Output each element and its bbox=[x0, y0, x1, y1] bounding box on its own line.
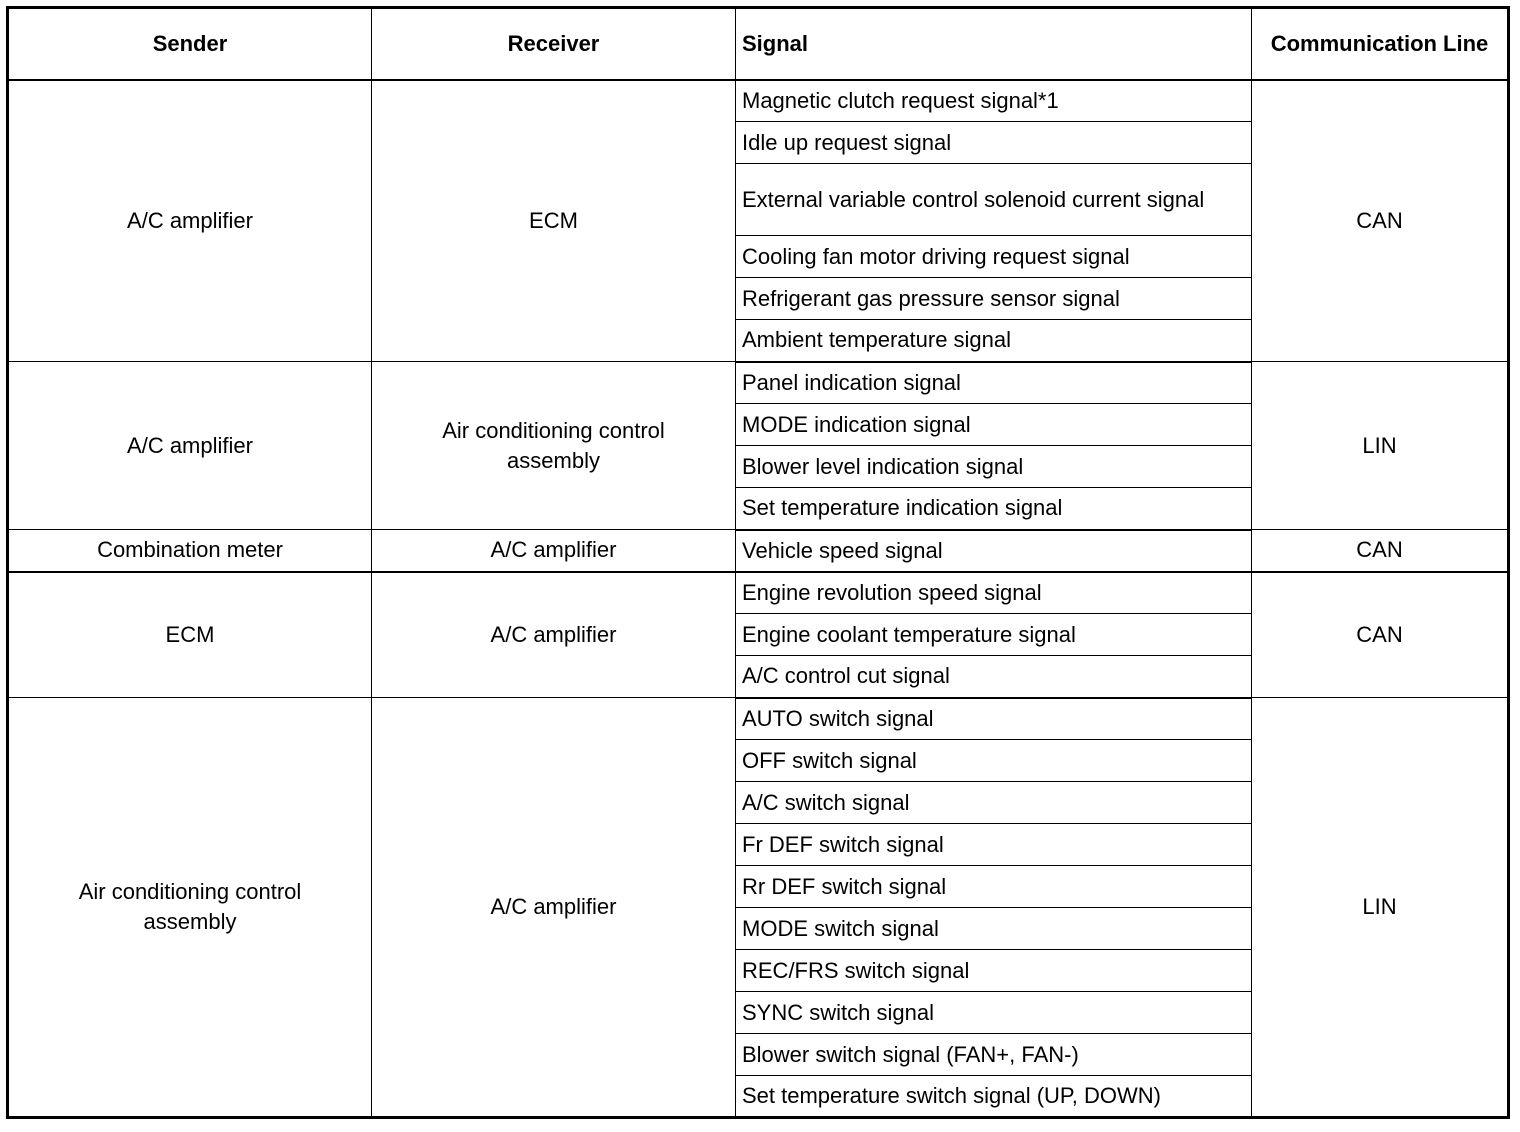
signal-cell: Magnetic clutch request signal*1 bbox=[736, 80, 1252, 122]
header-sender: Sender bbox=[8, 8, 372, 80]
signal-cell: Engine revolution speed signal bbox=[736, 572, 1252, 614]
table-row bbox=[8, 698, 1509, 740]
table-row bbox=[8, 572, 1509, 614]
signal-cell: SYNC switch signal bbox=[736, 992, 1252, 1034]
line-cell: LIN bbox=[1252, 362, 1509, 530]
sender-cell: Air conditioning control assembly bbox=[8, 698, 372, 1118]
receiver-cell: A/C amplifier bbox=[372, 572, 736, 698]
line-cell: CAN bbox=[1252, 572, 1509, 698]
signal-cell: External variable control solenoid current signal bbox=[736, 164, 1252, 236]
signal-cell: A/C control cut signal bbox=[736, 656, 1252, 698]
table-header bbox=[8, 8, 1509, 80]
receiver-cell: Air conditioning control assembly bbox=[372, 362, 736, 530]
receiver-cell: A/C amplifier bbox=[372, 698, 736, 1118]
header-receiver: Receiver bbox=[372, 8, 736, 80]
sender-cell: ECM bbox=[8, 572, 372, 698]
signal-cell: Refrigerant gas pressure sensor signal bbox=[736, 278, 1252, 320]
table-row bbox=[8, 362, 1509, 404]
signal-cell: Panel indication signal bbox=[736, 362, 1252, 404]
signal-cell: Blower level indication signal bbox=[736, 446, 1252, 488]
signal-cell: Fr DEF switch signal bbox=[736, 824, 1252, 866]
signal-cell: A/C switch signal bbox=[736, 782, 1252, 824]
table-row bbox=[8, 530, 1509, 572]
sender-cell: A/C amplifier bbox=[8, 80, 372, 362]
signal-cell: AUTO switch signal bbox=[736, 698, 1252, 740]
sender-cell: Combination meter bbox=[8, 530, 372, 572]
signal-cell: Idle up request signal bbox=[736, 122, 1252, 164]
line-cell: CAN bbox=[1252, 530, 1509, 572]
signal-cell: Engine coolant temperature signal bbox=[736, 614, 1252, 656]
table-row bbox=[8, 80, 1509, 122]
signal-cell: Cooling fan motor driving request signal bbox=[736, 236, 1252, 278]
signal-cell: Set temperature switch signal (UP, DOWN) bbox=[736, 1076, 1252, 1118]
signal-cell: Blower switch signal (FAN+, FAN-) bbox=[736, 1034, 1252, 1076]
header-signal: Signal bbox=[736, 8, 1252, 80]
signal-cell: Set temperature indication signal bbox=[736, 488, 1252, 530]
signal-cell: MODE indication signal bbox=[736, 404, 1252, 446]
receiver-cell: A/C amplifier bbox=[372, 530, 736, 572]
communication-table bbox=[6, 6, 1510, 1119]
line-cell: LIN bbox=[1252, 698, 1509, 1118]
signal-cell: Rr DEF switch signal bbox=[736, 866, 1252, 908]
sender-cell: A/C amplifier bbox=[8, 362, 372, 530]
signal-cell: MODE switch signal bbox=[736, 908, 1252, 950]
table-body bbox=[8, 80, 1509, 1118]
signal-cell: OFF switch signal bbox=[736, 740, 1252, 782]
signal-cell: Ambient temperature signal bbox=[736, 320, 1252, 362]
header-communication-line: Communication Line bbox=[1252, 8, 1509, 80]
signal-cell: REC/FRS switch signal bbox=[736, 950, 1252, 992]
receiver-cell: ECM bbox=[372, 80, 736, 362]
line-cell: CAN bbox=[1252, 80, 1509, 362]
signal-cell: Vehicle speed signal bbox=[736, 530, 1252, 572]
